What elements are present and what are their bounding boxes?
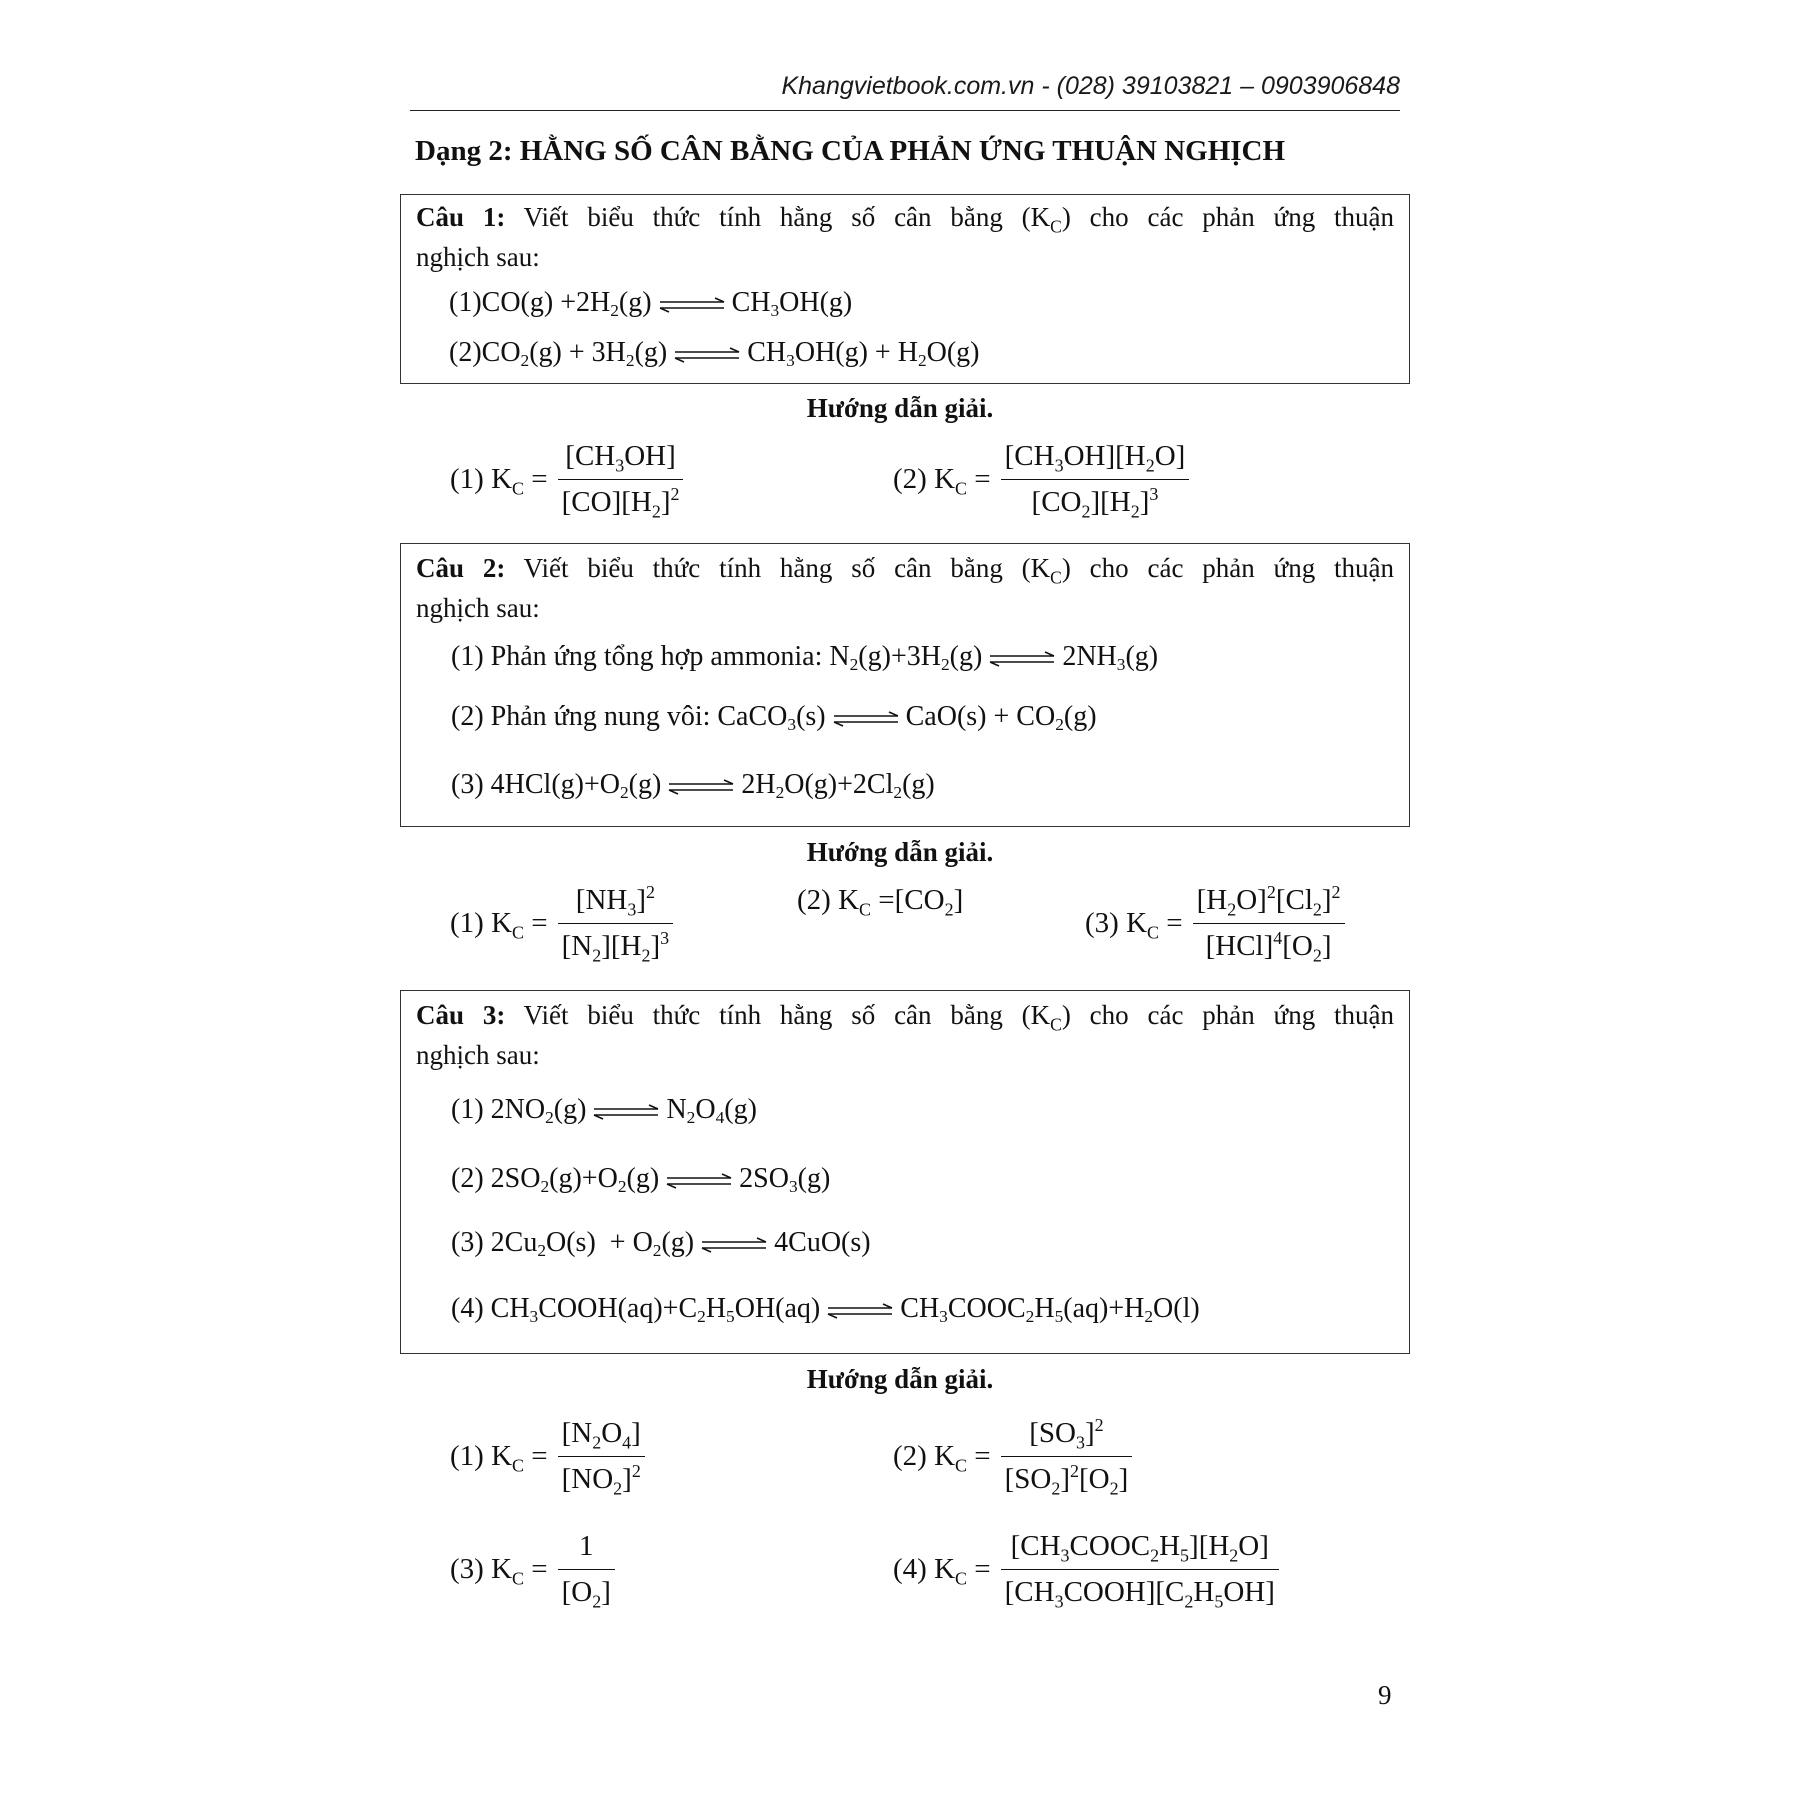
equation (449, 337, 980, 369)
kc-label: (2) $K_C =[CO_2]$ (797, 884, 964, 920)
products: $CH_3OH(g)$ (731, 287, 853, 321)
equation (451, 1094, 757, 1126)
numerator: $[CH_3OH]$ (565, 440, 676, 476)
kc-label: (1) $K_C$ = (450, 907, 548, 943)
reactants: $(2)CO_2(g) + 3H_2(g)$ (449, 337, 668, 371)
question-box-1 (400, 194, 1410, 384)
question-box-3 (400, 990, 1410, 1354)
equation (449, 287, 852, 319)
question-box-2 (400, 543, 1410, 827)
reactants: (1) Phản ứng tổng hợp ammonia: $N_2(g)+3H_2(g)$ (451, 641, 983, 675)
denominator: $[NO_2]^2$ (561, 1461, 641, 1499)
products: $N_2O_4(g)$ (666, 1094, 757, 1128)
page-header: Khangvietbook.com.vn - (028) 39103821 – 0903906848 (781, 72, 1400, 100)
kc-expression (450, 1530, 615, 1612)
equation (451, 641, 1158, 673)
reactants: $(1)CO(g) +2H_2(g)$ (449, 287, 652, 321)
prompt-text: Viết biểu thức tính hằng số cân bằng $(K_C)$ cho các phản ứng thuận (523, 1000, 1394, 1035)
reactants: (3) $2Cu_2O(s) + O_2(g)$ (451, 1227, 695, 1261)
numerator: $[CH_3COOC_2H_5][H_2O]$ (1010, 1530, 1269, 1566)
prompt-line-2: nghịch sau: (416, 1040, 540, 1070)
equation (451, 1163, 830, 1195)
section-title: Dạng 2: HẰNG SỐ CÂN BẰNG CỦA PHẢN ỨNG THUẬN NGHỊCH (415, 135, 1286, 167)
kc-expression (893, 1415, 1132, 1499)
reactants: (3) $4HCl(g)+O_2(g)$ (451, 769, 662, 803)
kc-expression (450, 1417, 645, 1499)
fraction (558, 882, 674, 966)
kc-label: (3) $K_C$ = (450, 1553, 548, 1589)
denominator: $[O_2]$ (561, 1576, 611, 1612)
equilibrium-arrow-icon (592, 1104, 660, 1120)
equilibrium-arrow-icon (658, 297, 726, 313)
kc-label: (1) $K_C$ = (450, 463, 548, 499)
header-divider (410, 110, 1400, 111)
kc-expression (797, 884, 969, 920)
fraction (1001, 1530, 1279, 1612)
solution-heading: Hướng dẫn giải. (806, 393, 994, 423)
equilibrium-arrow-icon (700, 1237, 768, 1253)
equilibrium-arrow-icon (988, 651, 1056, 667)
products: $CaO(s) + CO_2(g)$ (905, 701, 1097, 735)
fraction (558, 1417, 645, 1499)
kc-expression (1085, 882, 1345, 966)
kc-expression (893, 440, 1189, 522)
reactants: (4) $CH_3COOH(aq)+C_2H_5OH(aq)$ (451, 1293, 821, 1327)
equilibrium-arrow-icon (673, 347, 741, 363)
products: $CH_3COOC_2H_5(aq)+H_2O(l)$ (900, 1293, 1200, 1327)
question-label: Câu 2: (416, 553, 506, 583)
numerator: $[CH_3OH][H_2O]$ (1004, 440, 1186, 476)
equation (451, 769, 935, 801)
fraction (1193, 882, 1345, 966)
kc-label: (2) $K_C$ = (893, 463, 991, 499)
kc-label: (2) $K_C$ = (893, 1440, 991, 1476)
equilibrium-arrow-icon (667, 779, 735, 795)
numerator: 1 (579, 1530, 594, 1562)
numerator: $[N_2O_4]$ (561, 1417, 641, 1453)
equation (451, 701, 1097, 733)
denominator: $[CH_3COOH][C_2H_5OH]$ (1004, 1576, 1275, 1612)
question-label: Câu 1: (416, 202, 506, 232)
products: $2NH_3(g)$ (1062, 641, 1159, 675)
fraction (1001, 1415, 1133, 1499)
products: 4CuO(s) (774, 1227, 871, 1258)
equation (451, 1227, 871, 1259)
equilibrium-arrow-icon (832, 711, 900, 727)
denominator: $[HCl]^4[O_2]$ (1205, 928, 1332, 966)
products: $2SO_3(g)$ (739, 1163, 831, 1197)
fraction (1001, 440, 1190, 522)
prompt-line-2: nghịch sau: (416, 242, 540, 272)
denominator: $[SO_2]^2[O_2]$ (1004, 1461, 1129, 1499)
prompt-text: Viết biểu thức tính hằng số cân bằng $(K_C)$ cho các phản ứng thuận (523, 202, 1394, 237)
products: $2H_2O(g)+2Cl_2(g)$ (741, 769, 935, 803)
solution-heading: Hướng dẫn giải. (806, 1364, 994, 1394)
equilibrium-arrow-icon (826, 1303, 894, 1319)
numerator: $[SO_3]^2$ (1029, 1415, 1104, 1453)
kc-label: (1) $K_C$ = (450, 1440, 548, 1476)
kc-expression (450, 440, 683, 522)
denominator: $[CO][H_2]^2$ (561, 484, 680, 522)
kc-expression (450, 882, 673, 966)
fraction (558, 440, 684, 522)
denominator: $[CO_2][H_2]^3$ (1031, 484, 1159, 522)
kc-label: (4) $K_C$ = (893, 1553, 991, 1589)
prompt-line-2: nghịch sau: (416, 593, 540, 623)
prompt-text: Viết biểu thức tính hằng số cân bằng $(K_C)$ cho các phản ứng thuận (523, 553, 1394, 588)
reactants: (2) $2SO_2(g)+O_2(g)$ (451, 1163, 660, 1197)
numerator: $[H_2O]^2[Cl_2]^2$ (1196, 882, 1341, 920)
page-number: 9 (1378, 1680, 1392, 1710)
reactants: (2) Phản ứng nung vôi: CaCO$_3$(s) (451, 701, 826, 735)
solution-heading: Hướng dẫn giải. (806, 837, 994, 867)
numerator: $[NH_3]^2$ (575, 882, 655, 920)
question-label: Câu 3: (416, 1000, 506, 1030)
equation (451, 1293, 1200, 1325)
kc-expression (893, 1530, 1279, 1612)
products: $CH_3OH(g) + H_2O(g)$ (747, 337, 980, 371)
reactants: (1) $2NO_2(g)$ (451, 1094, 587, 1128)
denominator: $[N_2][H_2]^3$ (561, 928, 670, 966)
fraction (558, 1530, 615, 1612)
kc-label: (3) $K_C$ = (1085, 907, 1183, 943)
equilibrium-arrow-icon (665, 1173, 733, 1189)
